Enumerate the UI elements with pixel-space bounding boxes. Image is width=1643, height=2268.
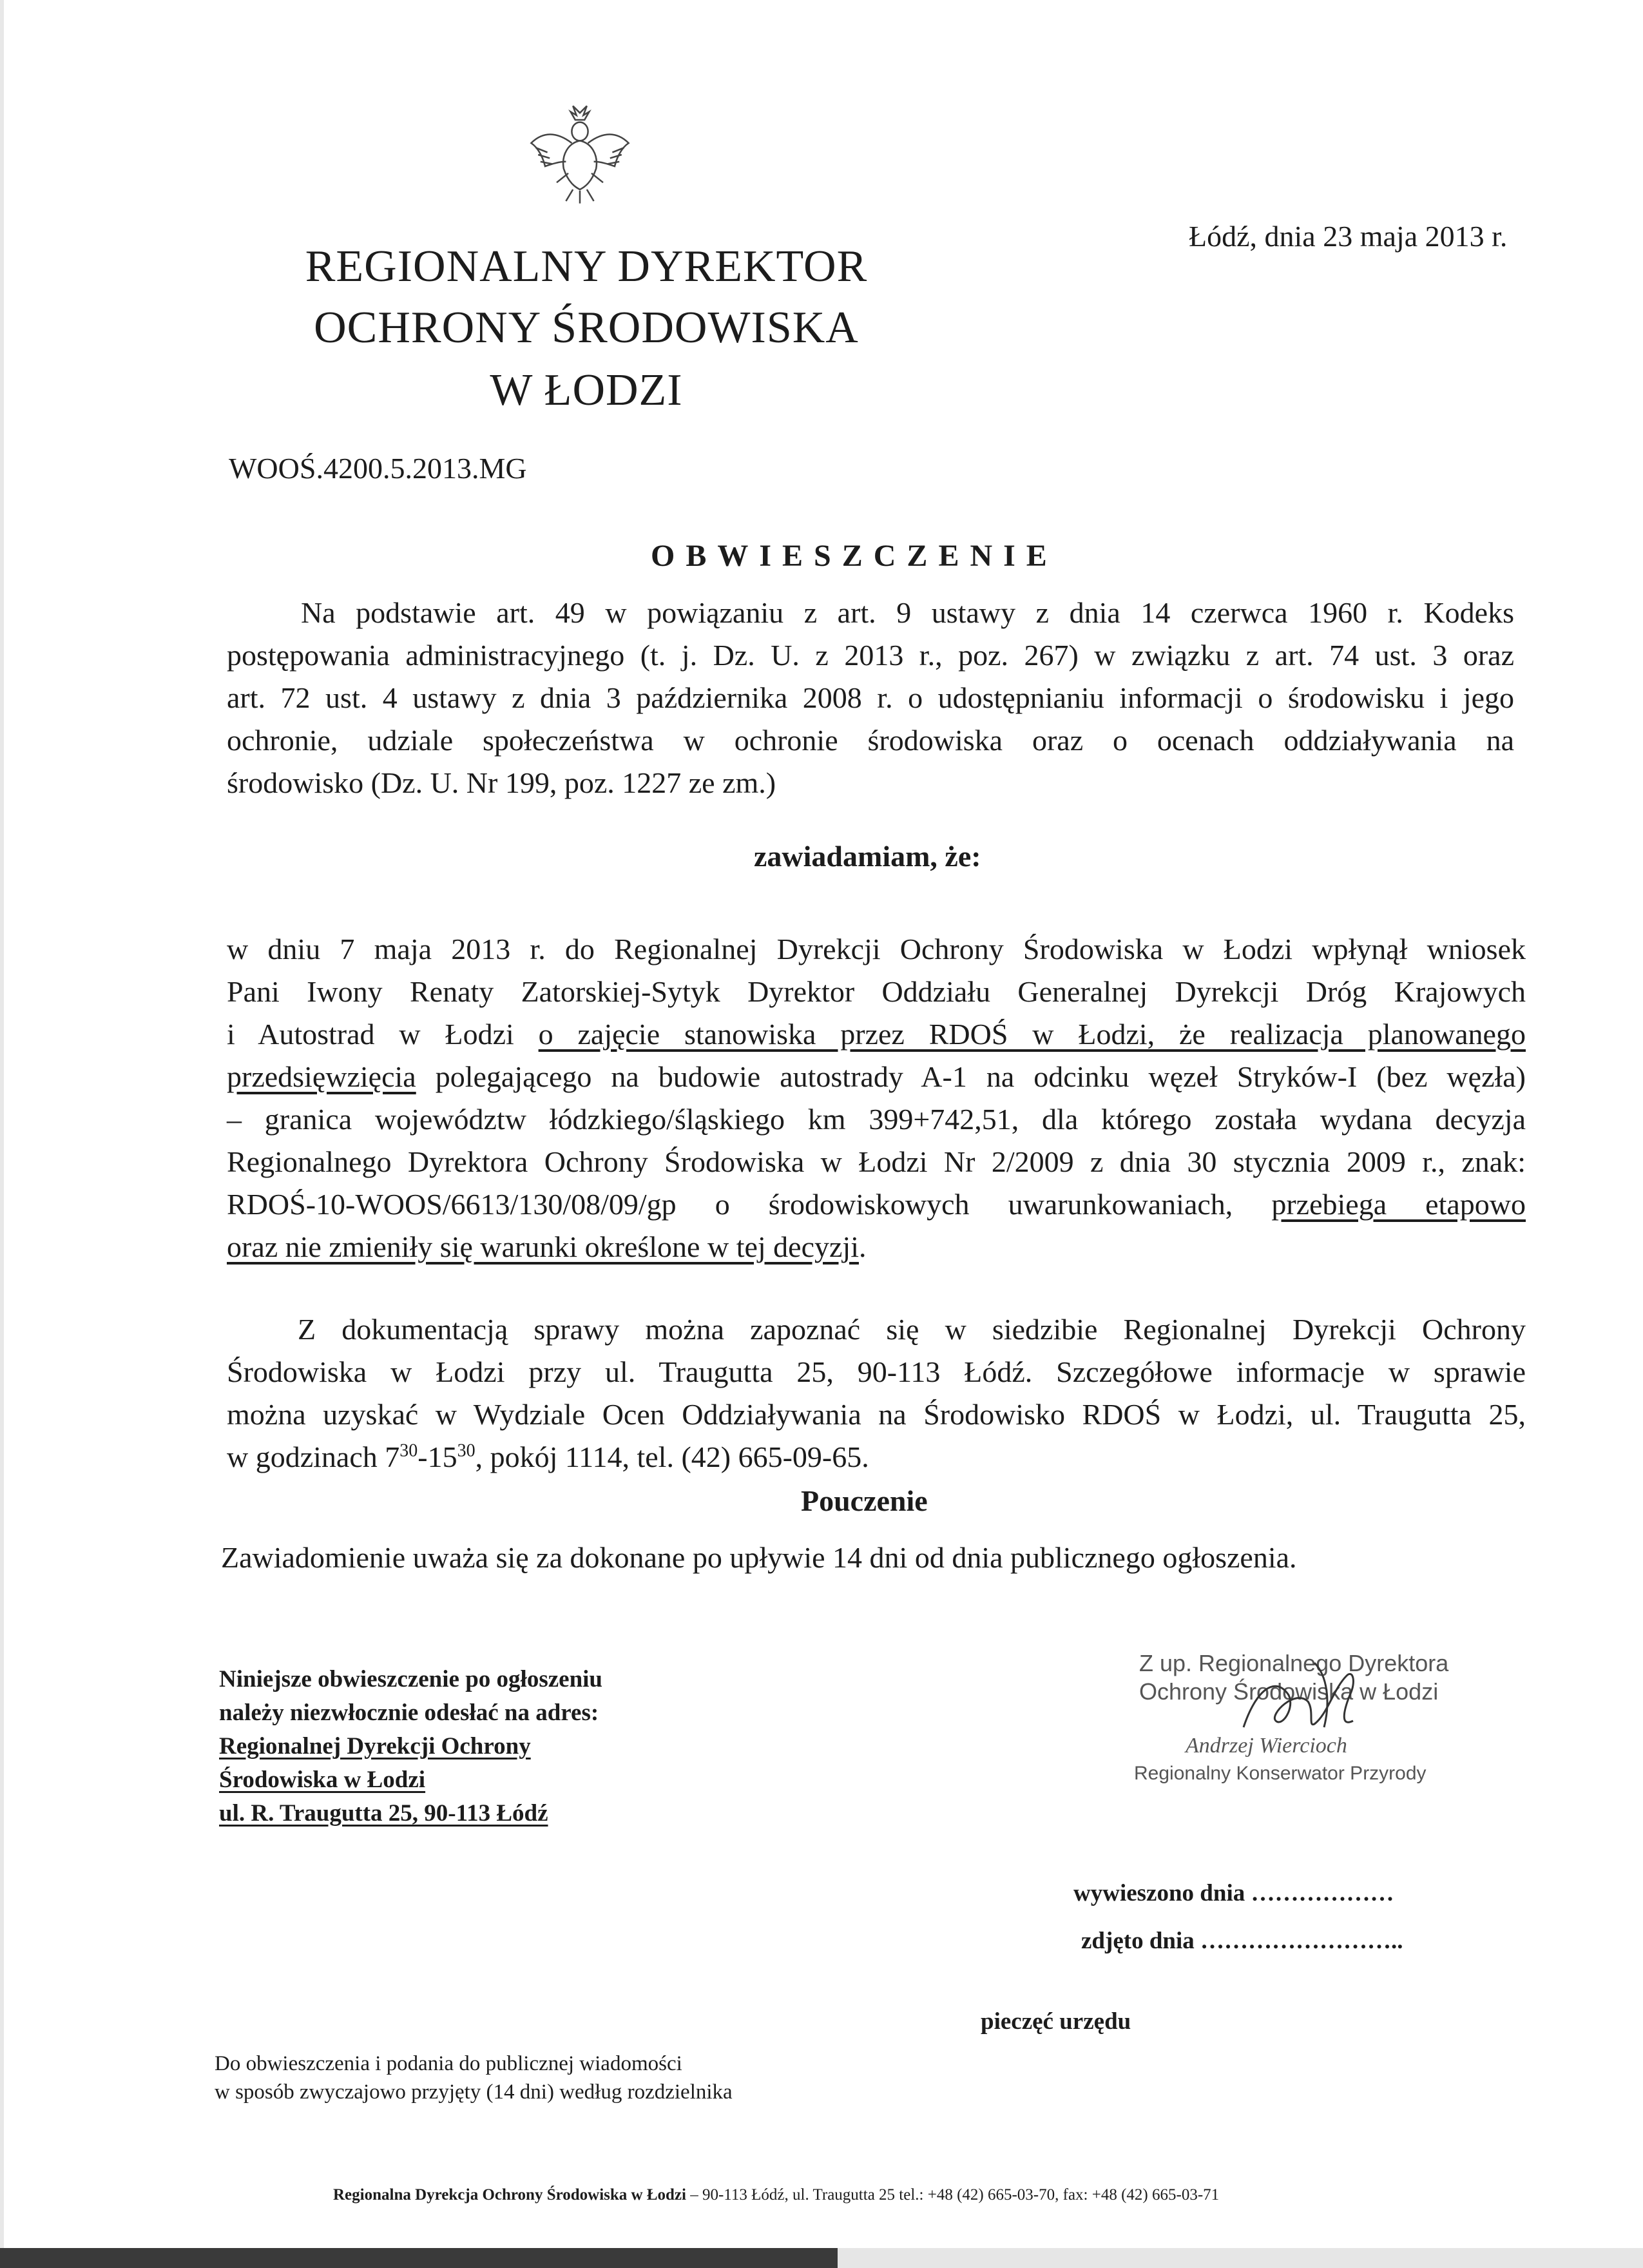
office-seal-label: pieczęć urzędu <box>981 2008 1131 2035</box>
documentation-paragraph <box>227 1308 1526 1478</box>
footer-contact: – 90-113 Łódź, ul. Traugutta 25 tel.: +48 (42) 665-03-70, fax: +48 (42) 665-03-71 <box>686 2186 1220 2204</box>
page-footer <box>333 2186 1219 2204</box>
text-line: Niniejsze obwieszczenie po ogłoszeniu <box>219 1666 602 1692</box>
paragraph-line <box>227 1226 1526 1268</box>
paragraph-line <box>227 1056 1526 1098</box>
stamp-line: Ochrony Środowiska w Łodzi <box>1139 1678 1439 1705</box>
text-run: w godzinach 7 <box>227 1440 400 1473</box>
scan-edge <box>0 0 4 2268</box>
signatory-name: Andrzej Wiercioch <box>1186 1734 1347 1758</box>
footer-org: Regionalna Dyrekcja Ochrony Środowiska w Łodzi <box>333 2186 686 2204</box>
paragraph-line: – granica województw łódzkiego/śląskiego km 399+742,51, dla którego została wydana decyzja <box>227 1103 1526 1136</box>
eagle-emblem-icon <box>522 97 638 213</box>
underlined-text: o zajęcie stanowiska przez RDOŚ w Łodzi, że realizacja planowanego <box>538 1018 1526 1051</box>
scan-bottom-edge-light <box>838 2248 1643 2268</box>
paragraph-line: w dniu 7 maja 2013 r. do Regionalnej Dyrekcji Ochrony Środowiska w Łodzi wpłynął wniosek <box>227 933 1526 965</box>
return-address-block <box>219 1663 602 1830</box>
text-line: należy niezwłocznie odesłać na adres: <box>219 1700 599 1726</box>
paragraph-line: Z dokumentacją sprawy można zapoznać się w siedzibie Regionalnej Dyrekcji Ochrony <box>298 1313 1526 1346</box>
paragraph-line: środowisko (Dz. U. Nr 199, poz. 1227 ze zm.) <box>227 766 776 799</box>
text-run: -15 <box>418 1440 457 1473</box>
paragraph-line: Środowiska w Łodzi przy ul. Traugutta 25, 90-113 Łódź. Szczegółowe informacje w sprawie <box>227 1355 1526 1388</box>
stamp-line: Z up. Regionalnego Dyrektora <box>1139 1650 1449 1676</box>
org-name-line3: W ŁODZI <box>490 365 683 415</box>
paragraph-line <box>227 1013 1526 1056</box>
superscript: 30 <box>457 1440 476 1461</box>
text-line: Do obwieszczenia i podania do publicznej wiadomości <box>215 2052 682 2075</box>
removed-date-field: zdjęto dnia …………………….. <box>1081 1928 1403 1954</box>
paragraph-line <box>227 1436 1526 1478</box>
address-line: Regionalnej Dyrekcji Ochrony <box>219 1733 531 1759</box>
text-run: . <box>858 1230 867 1263</box>
address-line: ul. R. Traugutta 25, 90-113 Łódź <box>219 1800 548 1827</box>
underlined-text: przebiega etapowo <box>1271 1188 1526 1221</box>
handwritten-signature-icon <box>1218 1650 1385 1759</box>
org-name-line2: OCHRONY ŚRODOWISKA <box>314 303 859 353</box>
instruction-heading: Pouczenie <box>801 1484 928 1517</box>
instruction-text: Zawiadomienie uważa się za dokonane po upływie 14 dni od dnia publicznego ogłoszenia. <box>221 1541 1297 1574</box>
scan-bottom-edge <box>0 2248 1643 2268</box>
paragraph-line: Pani Iwony Renaty Zatorskiej-Sytyk Dyrektor Oddziału Generalnej Dyrekcji Dróg Krajowych <box>227 975 1526 1008</box>
superscript: 30 <box>399 1440 418 1461</box>
text-run: , pokój 1114, tel. (42) 665-09-65. <box>475 1440 869 1473</box>
paragraph-line: art. 72 ust. 4 ustawy z dnia 3 października 2008 r. o udostępnianiu informacji o środowisku i jego <box>227 681 1514 714</box>
text-run: RDOŚ-10-WOOS/6613/130/08/09/gp o środowiskowych uwarunkowaniach, <box>227 1188 1272 1221</box>
legal-basis-paragraph <box>227 592 1514 804</box>
address-line: Środowiska w Łodzi <box>219 1767 426 1793</box>
document-title: OBWIESZCZENIE <box>651 539 1058 573</box>
org-name-line1: REGIONALNY DYREKTOR <box>305 242 868 291</box>
underlined-text: oraz nie zmieniły się warunki określone w tej decyzji <box>227 1230 859 1263</box>
reference-number: WOOŚ.4200.5.2013.MG <box>229 452 527 485</box>
posted-date-field: wywieszono dnia ……………… <box>1073 1880 1394 1906</box>
document-date: Łódź, dnia 23 maja 2013 r. <box>1189 220 1508 253</box>
signature-stamp <box>1134 1650 1482 1805</box>
notice-paragraph <box>227 928 1526 1268</box>
paragraph-line: ochronie, udziale społeczeństwa w ochronie środowiska oraz o ocenach oddziaływania na <box>227 724 1514 757</box>
underlined-text: przedsięwzięcia <box>227 1060 416 1093</box>
paragraph-line: Na podstawie art. 49 w powiązaniu z art. 9 ustawy z dnia 14 czerwca 1960 r. Kodeks <box>301 596 1514 629</box>
text-run: polegającego na budowie autostrady A-1 na odcinku węzeł Stryków-I (bez węzła) <box>416 1060 1526 1093</box>
paragraph-line: Regionalnego Dyrektora Ochrony Środowiska w Łodzi Nr 2/2009 z dnia 30 stycznia 2009 r., znak: <box>227 1145 1526 1178</box>
text-run: i Autostrad w Łodzi <box>227 1018 539 1051</box>
paragraph-line: można uzyskać w Wydziale Ocen Oddziaływania na Środowisko RDOŚ w Łodzi, ul. Traugutta 25, <box>227 1398 1526 1431</box>
text-line: w sposób zwyczajowo przyjęty (14 dni) według rozdzielnika <box>215 2080 733 2104</box>
paragraph-line <box>227 1183 1526 1226</box>
notify-heading: zawiadamiam, że: <box>754 840 981 873</box>
distribution-note <box>215 2050 733 2106</box>
signatory-role: Regionalny Konserwator Przyrody <box>1134 1763 1427 1784</box>
paragraph-line: postępowania administracyjnego (t. j. Dz. U. z 2013 r., poz. 267) w związku z art. 74 ust. 3 oraz <box>227 639 1514 672</box>
